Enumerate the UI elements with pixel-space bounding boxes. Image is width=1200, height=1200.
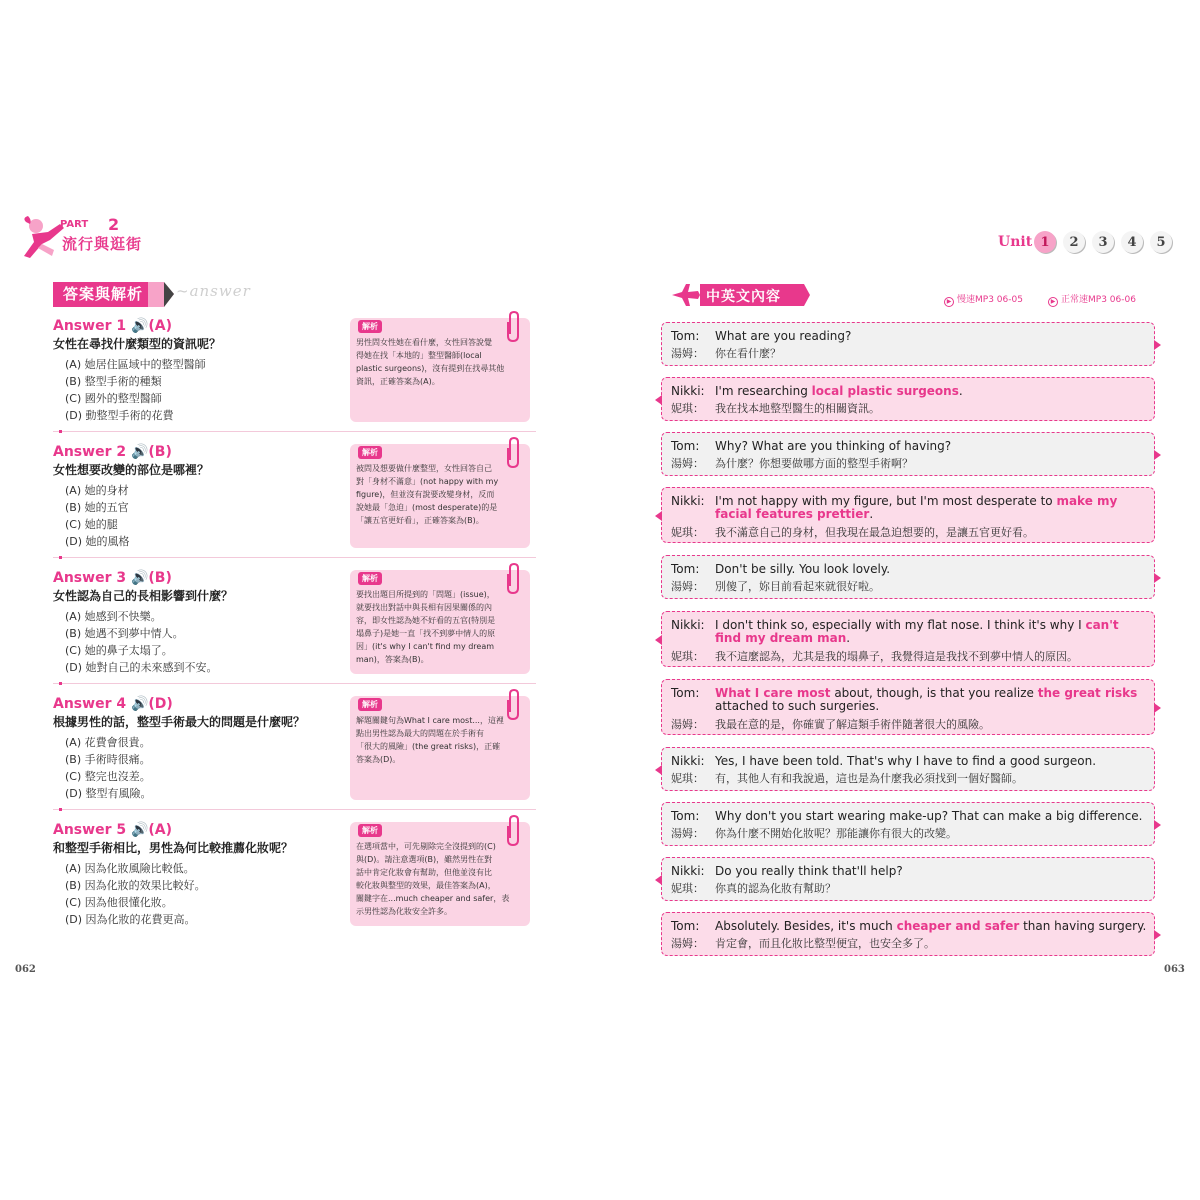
answer-option: (D) 她的風格 [65, 535, 130, 548]
answer-option: (B) 整型手術的種類 [65, 375, 162, 388]
dialogue-card [661, 322, 1155, 366]
answer-heading [53, 318, 172, 334]
explanation-box [350, 318, 530, 422]
divider [53, 557, 536, 558]
dialogue-card [661, 747, 1155, 791]
explanation-line: 對「身材不滿意」(not happy with my [356, 477, 499, 486]
unit-1-tab[interactable]: 1 [1034, 231, 1056, 253]
dialogue-card [661, 802, 1155, 846]
speaker-name: Tom: [671, 329, 700, 343]
play-icon: ▶ [1048, 297, 1058, 307]
divider-dot [59, 556, 62, 559]
explanation-tag: 解析 [358, 824, 382, 837]
english-text: I'm researching [715, 384, 812, 398]
divider [53, 683, 536, 684]
highlight-text: can't find my dream man [715, 618, 1119, 645]
english-text: What are you reading? [715, 329, 852, 343]
answer-number: Answer 3 [53, 570, 127, 586]
explanation-line: 要找出題目所提到的「問題」(issue)， [356, 590, 495, 599]
explanation-line: 與(D)。請注意選項(B)，雖然男性在對 [356, 855, 493, 864]
english-line [715, 865, 1147, 878]
speaker-icon: 🔊 [130, 318, 149, 334]
answer-block [53, 570, 536, 688]
speaker-name: Tom: [671, 686, 700, 700]
chinese-line: 你真的認為化妝有幫助？ [715, 882, 836, 895]
english-line [715, 619, 1147, 645]
explanation-text [356, 462, 524, 527]
speaker-name-zh: 妮琪： [671, 882, 704, 895]
explanation-line: 點出男性認為最大的問題在於手術有 [356, 729, 484, 738]
explanation-line: 容，即女性認為她不好看的五官(特別是 [356, 616, 496, 625]
speech-tail [1154, 820, 1161, 830]
answer-number: Answer 4 [53, 696, 127, 712]
speaker-name-zh: 妮琪： [671, 526, 704, 539]
paperclip-icon [502, 436, 524, 470]
pencil-icon [148, 282, 174, 307]
answer-heading [53, 696, 173, 712]
english-text: Why don't you start wearing make-up? That can make a big difference. [715, 809, 1143, 823]
english-text: I don't think so, especially with my flat nose. I think it's why I [715, 618, 1086, 632]
explanation-line: 就要找出對話中與長相有因果關係的內 [356, 603, 492, 612]
answer-letter: (D) [148, 696, 173, 712]
chinese-line: 別傻了，妳目前看起來就很好啦。 [715, 580, 880, 593]
answer-option: (A) 花費會很貴。 [65, 736, 151, 749]
chinese-line: 我最在意的是，你確實了解這類手術伴隨著很大的風險。 [715, 718, 990, 731]
english-text: I'm not happy with my figure, but I'm most desperate to [715, 494, 1057, 508]
speech-tail [655, 395, 662, 405]
explanation-text [356, 840, 524, 918]
speaker-icon: 🔊 [130, 570, 149, 586]
explanation-line: 較化妝與整型的效果，最佳答案為(A)， [356, 881, 496, 890]
answer-number: Answer 2 [53, 444, 127, 460]
divider-dot [59, 682, 62, 685]
chinese-line: 你為什麼不開始化妝呢？那能讓你有很大的改變。 [715, 827, 957, 840]
chinese-line: 我在找本地整型醫生的相關資訊。 [715, 402, 880, 415]
answer-option: (D) 因為化妝的花費更高。 [65, 913, 196, 926]
chinese-line: 有，其他人有和我說過，這也是為什麼我必須找到一個好醫師。 [715, 772, 1023, 785]
speaker-name: Nikki: [671, 618, 705, 632]
speaker-name: Nikki: [671, 864, 705, 878]
answer-option: (D) 整型有風險。 [65, 787, 152, 800]
dialogue-card [661, 487, 1155, 543]
highlight-text: local plastic surgeons [811, 384, 959, 398]
unit-selector [1034, 231, 1172, 253]
divider-dot [59, 808, 62, 811]
english-line [715, 687, 1147, 713]
dialogue-card [661, 857, 1155, 901]
speaker-name-zh: 湯姆： [671, 827, 704, 840]
answer-option: (B) 她遇不到夢中情人。 [65, 627, 184, 640]
speaker-name: Tom: [671, 439, 700, 453]
highlight-text: What I care most [715, 686, 831, 700]
answer-option: (C) 國外的整型醫師 [65, 392, 162, 405]
unit-4-tab[interactable]: 4 [1121, 231, 1143, 253]
speaker-name-zh: 湯姆： [671, 347, 704, 360]
explanation-line: 被問及想要做什麼整型，女性回答自己 [356, 464, 492, 473]
paperclip-icon [502, 310, 524, 344]
unit-3-tab[interactable]: 3 [1092, 231, 1114, 253]
part-number: 2 [108, 215, 120, 234]
answer-option: (C) 她的鼻子太塌了。 [65, 644, 173, 657]
dialogue-section-title: 中英文內容 [706, 289, 781, 305]
answer-block [53, 696, 536, 814]
dialogue-card [661, 679, 1155, 735]
answer-section-subtitle: ~answer [176, 282, 251, 300]
english-line [715, 810, 1147, 823]
explanation-line: 示男性認為化妝安全許多。 [356, 907, 452, 916]
answer-heading [53, 570, 172, 586]
mp3-normal-link[interactable] [1048, 292, 1136, 307]
explanation-line: 在選項當中，可先剔除完全沒提到的(C) [356, 842, 496, 851]
explanation-text [356, 714, 524, 766]
mp3-normal-label: 正常速MP3 06-06 [1061, 295, 1136, 305]
english-text: Do you really think that'll help? [715, 864, 903, 878]
answer-number: Answer 1 [53, 318, 127, 334]
speaker-name-zh: 妮琪： [671, 402, 704, 415]
explanation-box [350, 822, 530, 926]
explanation-line: 話中肯定化妝會有幫助，但他並沒有比 [356, 868, 492, 877]
english-text: Why? What are you thinking of having? [715, 439, 952, 453]
dialogue-card [661, 912, 1155, 956]
answer-option: (B) 因為化妝的效果比較好。 [65, 879, 206, 892]
explanation-line: figure)，但並沒有說要改變身材，反而 [356, 490, 495, 499]
english-line [715, 440, 1147, 453]
answer-letter: (A) [148, 318, 173, 334]
question-text: 女性想要改變的部位是哪裡？ [53, 463, 210, 477]
explanation-line: 得她在找「本地的」整型醫師(local [356, 351, 482, 360]
answer-option: (A) 她的身材 [65, 484, 129, 497]
speaker-name: Tom: [671, 562, 700, 576]
page-number-right: 063 [1164, 964, 1185, 975]
explanation-line: 男性問女性她在看什麼，女性回答說覺 [356, 338, 492, 347]
answer-option: (B) 手術時很痛。 [65, 753, 151, 766]
answer-block [53, 444, 536, 562]
english-text: Don't be silly. You look lovely. [715, 562, 891, 576]
explanation-line: 解題關鍵句為What I care most...，這裡 [356, 716, 504, 725]
chinese-line: 肯定會，而且化妝比整型便宜，也安全多了。 [715, 937, 935, 950]
english-text: . [846, 631, 851, 645]
speaker-icon: 🔊 [130, 822, 149, 838]
highlight-text: cheaper and safer [896, 919, 1020, 933]
page-number-left: 062 [15, 964, 36, 975]
answer-section-title: 答案與解析 [53, 282, 153, 307]
english-text: attached to such surgeries. [715, 699, 880, 713]
answer-letter: (B) [148, 570, 172, 586]
explanation-line: 塌鼻子)是她一直「找不到夢中情人的原 [356, 629, 496, 638]
explanation-line: plastic surgeons)，沒有提到在找尋其他 [356, 364, 505, 373]
english-text: Absolutely. Besides, it's much [715, 919, 897, 933]
explanation-text [356, 336, 524, 388]
answer-option: (C) 她的腿 [65, 518, 118, 531]
answer-letter: (A) [148, 822, 173, 838]
answer-block [53, 318, 536, 436]
speech-tail [655, 875, 662, 885]
speaker-name: Nikki: [671, 754, 705, 768]
answer-option: (D) 動整型手術的花費 [65, 409, 174, 422]
explanation-box [350, 570, 530, 674]
speaker-name-zh: 湯姆： [671, 580, 704, 593]
dialogue-card [661, 377, 1155, 421]
question-text: 女性在尋找什麼類型的資訊呢？ [53, 337, 222, 351]
answer-option: (D) 她對自己的未來感到不安。 [65, 661, 218, 674]
explanation-line: 說她最「急迫」(most desperate)的是 [356, 503, 498, 512]
question-text: 根據男性的話，整型手術最大的問題是什麼呢？ [53, 715, 306, 729]
english-line [715, 755, 1147, 768]
speaker-name: Tom: [671, 809, 700, 823]
answer-block [53, 822, 536, 940]
explanation-tag: 解析 [358, 572, 382, 585]
answer-letter: (B) [148, 444, 172, 460]
english-text: . [869, 507, 874, 521]
divider [53, 431, 536, 432]
dialogue-card [661, 611, 1155, 667]
answer-option: (C) 整完也沒差。 [65, 770, 151, 783]
answer-option: (C) 因為他很懂化妝。 [65, 896, 173, 909]
chinese-line: 我不這麼認為，尤其是我的塌鼻子，我覺得這是我找不到夢中情人的原因。 [715, 650, 1078, 663]
speaker-name-zh: 湯姆： [671, 718, 704, 731]
unit-2-tab[interactable]: 2 [1063, 231, 1085, 253]
speaker-name: Nikki: [671, 494, 705, 508]
mp3-slow-label: 慢速MP3 06-05 [957, 295, 1023, 305]
english-line [715, 385, 1147, 398]
explanation-tag: 解析 [358, 320, 382, 333]
highlight-text: make my facial features prettier [715, 494, 1118, 521]
explanation-box [350, 696, 530, 800]
speech-tail [655, 511, 662, 521]
paperclip-icon [502, 562, 524, 596]
explanation-line: 「讓五官更好看」，正確答案為(B)。 [356, 516, 484, 525]
answer-number: Answer 5 [53, 822, 127, 838]
speaker-name: Tom: [671, 919, 700, 933]
answer-option: (A) 她居住區域中的整型醫師 [65, 358, 206, 371]
explanation-tag: 解析 [358, 698, 382, 711]
speaker-name-zh: 湯姆： [671, 937, 704, 950]
speech-tail [1154, 340, 1161, 350]
answer-heading [53, 444, 172, 460]
explanation-line: 答案為(D)。 [356, 755, 401, 764]
speech-tail [655, 765, 662, 775]
explanation-line: 關鍵字在...much cheaper and safer，表 [356, 894, 510, 903]
english-line [715, 330, 1147, 343]
paperclip-icon [502, 814, 524, 848]
paperclip-icon [502, 688, 524, 722]
dialogue-card [661, 555, 1155, 599]
english-text: . [958, 384, 963, 398]
chinese-line: 你在看什麼？ [715, 347, 781, 360]
play-icon: ▶ [944, 297, 954, 307]
speaker-name-zh: 湯姆： [671, 457, 704, 470]
explanation-line: 資訊，正確答案為(A)。 [356, 377, 440, 386]
highlight-text: the great risks [1037, 686, 1138, 700]
speaker-name: Nikki: [671, 384, 705, 398]
speaker-icon: 🔊 [130, 696, 149, 712]
explanation-line: 「很大的風險」(the great risks)，正確 [356, 742, 501, 751]
answer-heading [53, 822, 172, 838]
question-text: 和整型手術相比，男性為何比較推薦化妝呢？ [53, 841, 294, 855]
english-text: about, though, is that you realize [830, 686, 1038, 700]
english-line [715, 920, 1147, 933]
speech-tail [1154, 573, 1161, 583]
english-text: than having surgery. [1019, 919, 1147, 933]
explanation-text [356, 588, 524, 666]
english-line [715, 563, 1147, 576]
divider [53, 809, 536, 810]
speech-tail [1154, 930, 1161, 940]
unit-5-tab[interactable]: 5 [1150, 231, 1172, 253]
answer-option: (A) 因為化妝風險比較低。 [65, 862, 195, 875]
english-text: Yes, I have been told. That's why I have to find a good surgeon. [715, 754, 1097, 768]
speech-tail [1154, 703, 1161, 713]
speech-tail [1154, 450, 1161, 460]
divider-dot [59, 430, 62, 433]
explanation-tag: 解析 [358, 446, 382, 459]
explanation-box [350, 444, 530, 548]
speaker-name-zh: 妮琪： [671, 650, 704, 663]
explanation-line: 因」(it's why I can't find my dream [356, 642, 495, 651]
mp3-slow-link[interactable] [944, 292, 1023, 307]
unit-label: Unit [998, 234, 1033, 250]
part-title: 流行與逛街 [62, 235, 143, 253]
explanation-line: man)，答案為(B)。 [356, 655, 429, 664]
speech-tail [655, 635, 662, 645]
answer-option: (B) 她的五官 [65, 501, 129, 514]
chinese-line: 為什麼？你想要做哪方面的整型手術啊？ [715, 457, 913, 470]
question-text: 女性認為自己的長相影響到什麼？ [53, 589, 234, 603]
answer-option: (A) 她感到不快樂。 [65, 610, 162, 623]
speaker-name-zh: 妮琪： [671, 772, 704, 785]
chinese-line: 我不滿意自己的身材，但我現在最急迫想要的，是讓五官更好看。 [715, 526, 1034, 539]
part-label: PART [60, 219, 89, 230]
speaker-icon: 🔊 [130, 444, 149, 460]
dialogue-card [661, 432, 1155, 476]
english-line [715, 495, 1147, 521]
